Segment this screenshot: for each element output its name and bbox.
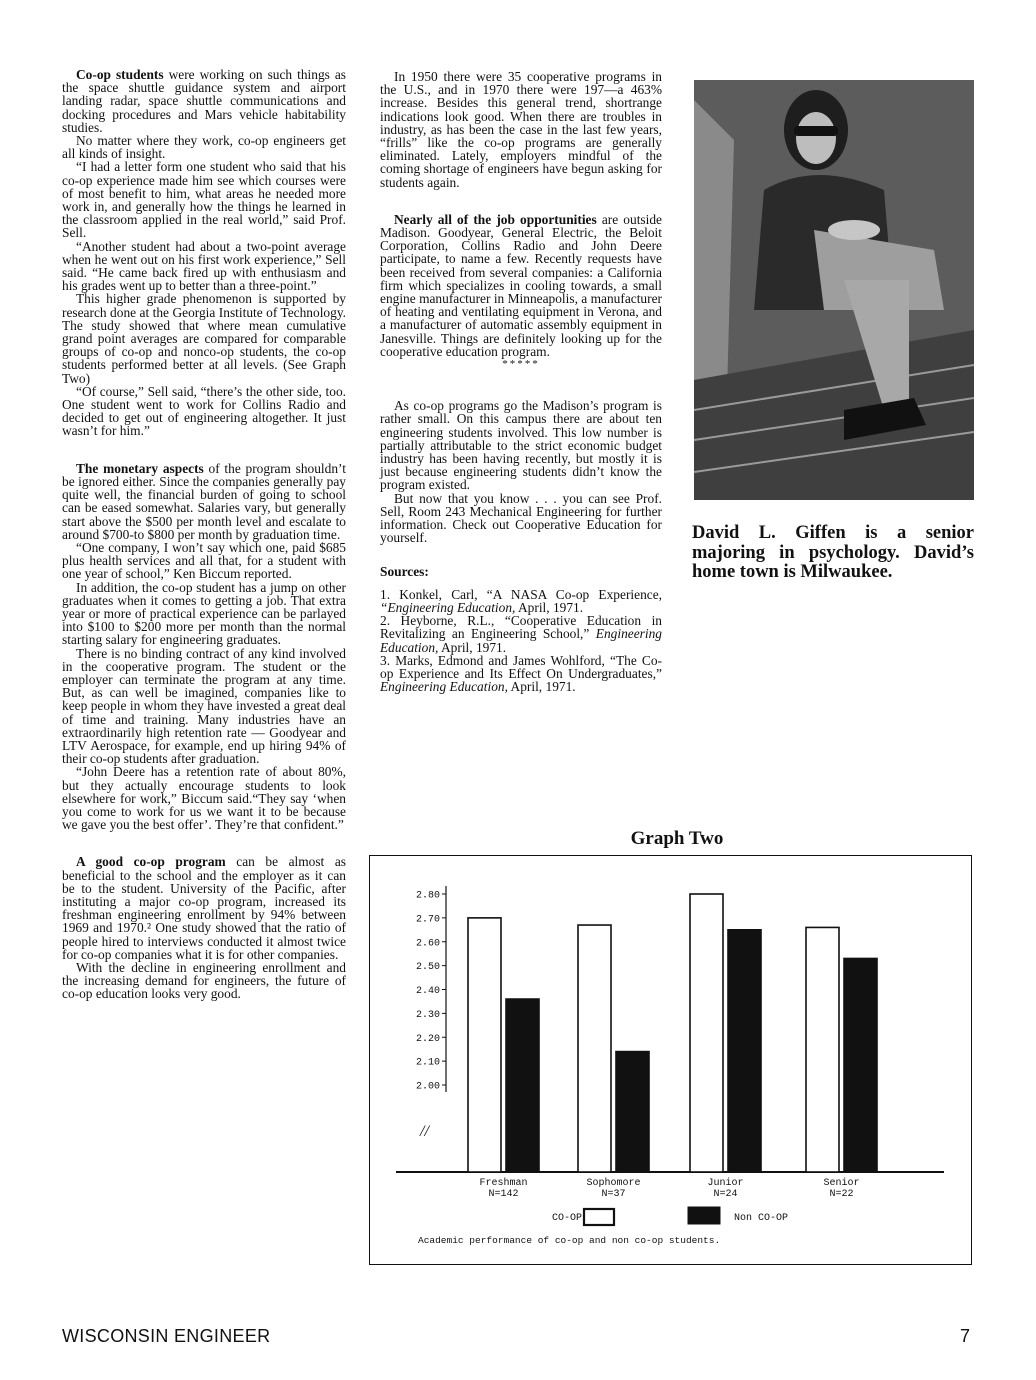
section-separator: ***** [502, 358, 540, 371]
legend-label-non-coop: Non CO-OP [734, 1213, 789, 1224]
sources-heading: Sources: [380, 563, 429, 579]
paragraph: “John Deere has a retention rate of about 80%, but they actually encourage students to look elsewhere for work,” Biccum said.“They say ‘when you come to work for us we want it to be because we gave you the best offer’. They’re that confident.” [62, 764, 346, 833]
source-item [380, 654, 662, 694]
x-category-count: N=142 [488, 1189, 519, 1200]
face [796, 112, 836, 164]
axis-break-mark: // [420, 1123, 429, 1140]
run-in-heading: Nearly all of the job opportunities [394, 211, 597, 227]
paragraph: In 1950 there were 35 cooperative programs in the U.S., and in 1970 there were 197—a 463% increase. Besides this general trend, shortrange indications look good. When there are troubles in industry, as has been the case in the last few years, “frills” like the co-op programs are generally eliminated. Lately, employers mindful of the coming shortage of engineers have begun asking for students again. [380, 69, 662, 190]
paragraph [62, 462, 346, 541]
source-text: 1. Konkel, Carl, “A NASA Co-op Experience, [380, 586, 662, 602]
x-category-count: N=22 [829, 1189, 854, 1200]
source-text: 2. Heyborne, R.L., “Cooperative Education in Revitalizing an Engineering School,” [380, 613, 662, 642]
source-journal: “Engineering Education, [380, 599, 516, 615]
paragraph-text: were working on such things as the space shuttle guidance system and airport landing radar, space shuttle communications and docking procedures and Mars vehicle habitability studies. [62, 67, 346, 135]
article-column-2 [380, 70, 662, 693]
source-item [380, 614, 662, 654]
x-category-label: Freshman [479, 1178, 528, 1189]
y-tick-label: 2.00 [415, 1081, 440, 1093]
y-tick-label: 2.60 [415, 938, 440, 950]
paragraph: As co-op programs go the Madison’s program is rather small. On this campus there are about ten engineering students involved. This low number is partially attributable to the strict economic budget industry has been having recently, but mostly it is just because engineering students didn’t know the program existed. [380, 398, 662, 493]
x-category-label: Senior [823, 1178, 860, 1189]
bar-non-coop [728, 930, 761, 1172]
run-in-heading: Co-op students [76, 67, 164, 82]
run-in-heading: The monetary aspects [76, 460, 204, 476]
y-tick-label: 2.20 [415, 1033, 440, 1045]
paragraph: This higher grade phenomenon is supported by research done at the Georgia Institute of Technology. The study showed that where mean cumulative grand point averages are compared for comparable groups of co-op and nonco-op students, the co-op students performed better at all levels. (See Graph Two) [62, 291, 346, 386]
legend-swatch-non-coop [688, 1207, 720, 1224]
paragraph: “One company, I won’t say which one, paid $685 plus health services and all that, for a student with one year of school,” Ken Biccum reported. [62, 539, 346, 582]
run-in-heading: A good co-op program [76, 854, 226, 870]
page-number: 7 [960, 1326, 971, 1346]
bar-coop [690, 894, 723, 1172]
chart-note: Academic performance of co-op and non co-op students. [418, 1235, 721, 1246]
bar-coop [468, 918, 501, 1172]
paragraph-text: of the program shouldn’t be ignored either. Since the companies generally pay quite well, the financial burden of going to school can be eased somewhat. Salaries vary, but generally start above the $500 per month level and escalate to around $700-to $800 per month by graduation time. [62, 460, 346, 542]
sunglasses [794, 126, 838, 136]
paragraph: “Of course,” Sell said, “there’s the other side, too. One student went to work for Collins Radio and decided to get out of engineering altogether. It just wasn’t for him.” [62, 383, 346, 439]
bar-non-coop [616, 1052, 649, 1172]
publication-name: WISCONSIN ENGINEER [62, 1326, 271, 1346]
x-category-label: Sophomore [586, 1178, 641, 1189]
bar-coop [806, 927, 839, 1172]
paragraph: With the decline in engineering enrollment and the increasing demand for engineers, the future of co-op education looks very good. [62, 960, 346, 1002]
paragraph: There is no binding contract of any kind involved in the cooperative program. The student or the employer can terminate the program at any time. But, as can well be imagined, companies like to keep people in whom they have invested a great deal of time and training. Many industries have an extraordinarily high retention rate — Goodyear and LTV Aerospace, for example, end up hiring 94% of their co-op students after graduation. [62, 645, 346, 767]
y-tick-label: 2.80 [415, 890, 440, 902]
graph-title: Graph Two [630, 828, 724, 849]
x-category-count: N=24 [713, 1189, 738, 1200]
paragraph: “I had a letter form one student who said that his co-op experience made him see which courses were of most benefit to him, what areas he needed more work in, and generally how the things he learned in the classroom applied in the real world,” said Prof. Sell. [62, 159, 346, 241]
paragraph [380, 213, 662, 358]
bar-chart [370, 856, 970, 1263]
student-photo [694, 80, 974, 500]
x-category-count: N=37 [601, 1189, 626, 1200]
source-journal: Engineering Education, [380, 626, 662, 655]
bar-non-coop [844, 958, 877, 1172]
paragraph: But now that you know . . . you can see Prof. Sell, Room 243 Mechanical Engineering for further information. Check out Cooperative Education for yourself. [380, 490, 662, 546]
paragraph [62, 855, 346, 961]
hands [828, 220, 880, 240]
bar-coop [578, 925, 611, 1172]
y-tick-label: 2.40 [415, 986, 440, 997]
y-tick-label: 2.10 [415, 1057, 440, 1069]
source-date: April, 1971. [515, 599, 584, 615]
article-column-1 [62, 68, 346, 1001]
bar-non-coop [506, 999, 539, 1172]
legend-label-coop: CO-OP [551, 1213, 582, 1224]
y-tick-label: 2.50 [415, 962, 440, 974]
photo-illustration [694, 80, 974, 500]
y-tick-label: 2.30 [415, 1009, 440, 1021]
source-item [380, 588, 662, 614]
paragraph-text: can be almost as beneficial to the school and the employer as it can be to the student. University of the Pacific, after instituting a major co-op program, increased its freshman engineering enrollment by 94% between 1969 and 1970.² One study showed that the ratio of people hired to interviews conducted it almost twice for co-op companies what it is for other companies. [62, 854, 346, 962]
legend-swatch-coop [584, 1209, 614, 1225]
graph-frame [369, 855, 972, 1265]
paragraph-text: are outside Madison. Goodyear, General Electric, the Beloit Corporation, Collins Radio and John Deere participate, to name a few. Recently requests have been received from several companies: a California firm which specializes in cooling towards, a small engine manufacturer in Minneapolis, a manufacturer of heating and ventilating equipment in Verona, and a manufacturer of automatic assembly equipment in Janesville. Things are definitely looking up for the cooperative education program. [380, 211, 662, 359]
source-date: April, 1971. [438, 639, 507, 655]
paragraph: In addition, the co-op student has a jump on other graduates when it comes to getting a job. That extra year or more of practical experience can be parlayed into $100 to $200 more per month than the normal starting salary for engineering graduates. [62, 579, 346, 648]
source-journal: Engineering Education, [380, 679, 508, 695]
source-text: 3. Marks, Edmond and James Wohlford, “The Co-op Experience and Its Effect On Undergraduates,” [380, 652, 662, 681]
source-date: April, 1971. [507, 679, 576, 695]
paragraph: “Another student had about a two-point average when he went out on his first work experience,” Sell said. “He came back fired up with enthusiasm and his grades went up to better than a three-point.” [62, 238, 346, 294]
x-category-label: Junior [707, 1178, 744, 1189]
paragraph: No matter where they work, co-op engineers get all kinds of insight. [62, 133, 346, 162]
paragraph [62, 68, 346, 134]
photo-caption: David L. Giffen is a senior majoring in psychology. David’s home town is Milwaukee. [692, 523, 974, 582]
y-tick-label: 2.70 [415, 914, 440, 926]
